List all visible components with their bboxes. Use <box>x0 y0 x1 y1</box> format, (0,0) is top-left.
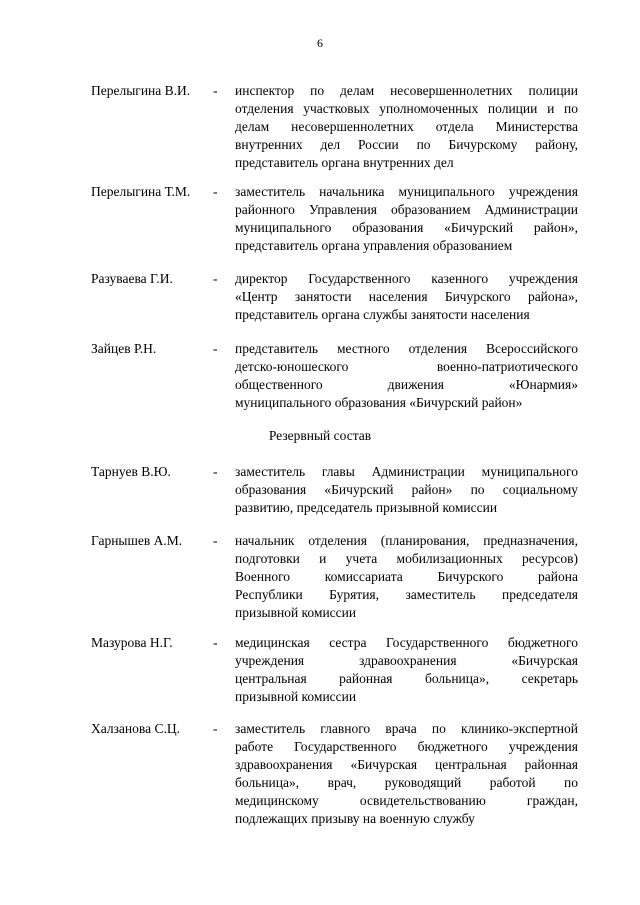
role-line: учреждения здравоохранения «Бичурская <box>235 653 578 668</box>
role-line: медицинскому освидетельствованию граждан, <box>235 793 578 808</box>
member-role <box>235 82 578 172</box>
dash-separator: - <box>213 184 218 199</box>
member-role <box>235 270 578 324</box>
role-line: Военного комиссариата Бичурского района <box>235 569 578 584</box>
member-name: Разуваева Г.И. <box>91 271 173 286</box>
member-role <box>235 463 578 517</box>
member-role <box>235 340 578 412</box>
role-line: призывной комиссии <box>235 689 357 704</box>
member-name: Перелыгина В.И. <box>91 83 191 98</box>
member-role <box>235 720 578 828</box>
dash-separator: - <box>213 83 218 98</box>
role-line: инспектор по делам несовершеннолетних полиции <box>235 83 578 98</box>
role-line: муниципального образования «Бичурский район» <box>235 395 523 410</box>
member-role <box>235 183 578 255</box>
role-line: центральная районная больница», секретарь <box>235 671 578 686</box>
role-line: детско-юношеского военно-патриотического <box>235 359 578 374</box>
member-role <box>235 634 578 706</box>
member-name: Гарнышев А.М. <box>91 533 183 548</box>
page-number: 6 <box>317 36 323 50</box>
role-line: директор Государственного казенного учреждения <box>235 271 578 286</box>
dash-separator: - <box>213 533 218 548</box>
role-line: подлежащих призыву на военную службу <box>235 811 475 826</box>
role-line: муниципального образования «Бичурский район», <box>235 220 578 235</box>
dash-separator: - <box>213 271 218 286</box>
role-line: образования «Бичурский район» по социальному <box>235 482 578 497</box>
member-name: Зайцев Р.Н. <box>91 341 157 356</box>
member-role <box>235 532 578 622</box>
role-line: представитель органа управления образованием <box>235 238 513 253</box>
dash-separator: - <box>213 635 218 650</box>
role-line: начальник отделения (планирования, предназначения, <box>235 533 578 548</box>
member-name: Перелыгина Т.М. <box>91 184 191 199</box>
dash-separator: - <box>213 721 218 736</box>
role-line: здравоохранения «Бичурская центральная районная <box>235 757 578 772</box>
role-line: делам несовершеннолетних отдела Министерства <box>235 119 578 134</box>
role-line: работе Государственного бюджетного учреждения <box>235 739 578 754</box>
role-line: заместитель начальника муниципального учреждения <box>235 184 578 199</box>
role-line: отделения участковых уполномоченных полиции и по <box>235 101 578 116</box>
role-line: подготовки и учета мобилизационных ресурсов) <box>235 551 578 566</box>
role-line: призывной комиссии <box>235 605 357 620</box>
role-line: общественного движения «Юнармия» <box>235 377 578 392</box>
role-line: внутренних дел России по Бичурскому району, <box>235 137 578 152</box>
dash-separator: - <box>213 341 218 356</box>
role-line: развитию, председатель призывной комиссии <box>235 500 498 515</box>
member-name: Мазурова Н.Г. <box>91 635 173 650</box>
role-line: представитель органа службы занятости населения <box>235 307 530 322</box>
role-line: заместитель главного врача по клинико-экспертной <box>235 721 578 736</box>
role-line: заместитель главы Администрации муниципального <box>235 464 578 479</box>
role-line: Республики Бурятия, заместитель председателя <box>235 587 578 602</box>
role-line: представитель местного отделения Всероссийского <box>235 341 578 356</box>
role-line: «Центр занятости населения Бичурского района», <box>235 289 578 304</box>
member-name: Халзанова С.Ц. <box>91 721 180 736</box>
role-line: представитель органа внутренних дел <box>235 155 454 170</box>
member-name: Тарнуев В.Ю. <box>91 464 171 479</box>
role-line: районного Управления образованием Администрации <box>235 202 578 217</box>
reserve-heading: Резервный состав <box>268 428 372 443</box>
role-line: больница», врач, руководящий работой по <box>235 775 578 790</box>
dash-separator: - <box>213 464 218 479</box>
role-line: медицинская сестра Государственного бюджетного <box>235 635 578 650</box>
